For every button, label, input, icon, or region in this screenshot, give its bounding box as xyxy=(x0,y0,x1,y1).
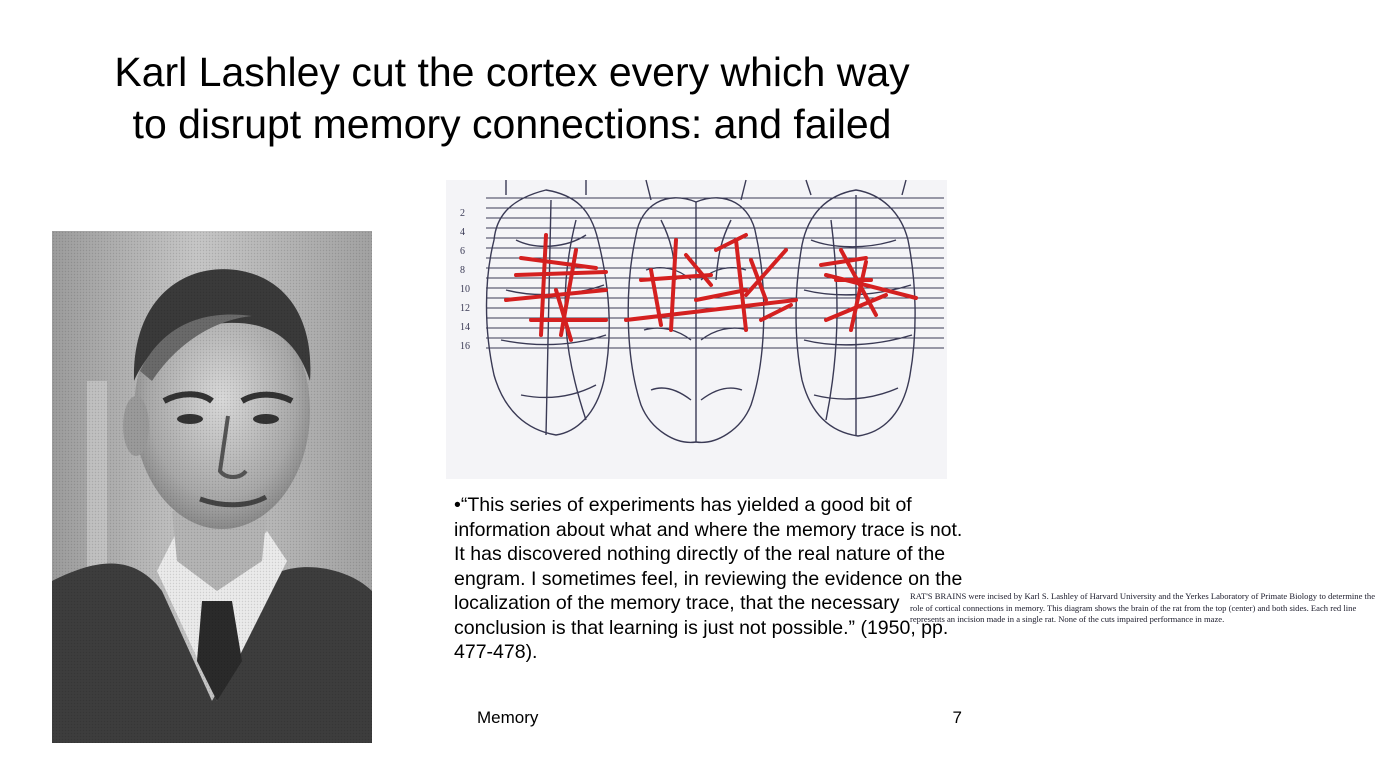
lashley-quote: •“This series of experiments has yielded a good bit of information about what and where the memory trace is not. It has discovered nothing directly of the real nature of the engram. I sometimes feel, in reviewing the evidence on the localization of the memory trace, that the necessary conclusion is that learning is just not possible.” (1950, pp. 477-478). xyxy=(454,494,963,663)
incision-line xyxy=(821,258,866,265)
page-number: 7 xyxy=(952,708,962,727)
title-line-2: to disrupt memory connections: and failed xyxy=(132,101,892,147)
row-label: 8 xyxy=(460,265,465,276)
incision-line xyxy=(516,272,606,275)
incision-line xyxy=(521,258,596,268)
incision-line xyxy=(736,240,746,330)
row-label: 12 xyxy=(460,303,470,314)
row-label: 6 xyxy=(460,246,465,257)
portrait-photo xyxy=(52,231,372,743)
incision-line xyxy=(671,240,676,330)
row-label: 14 xyxy=(460,322,470,333)
incision-line xyxy=(686,255,711,285)
title-line-1: Karl Lashley cut the cortex every which way xyxy=(114,49,910,95)
slide-title xyxy=(40,46,984,150)
row-labels xyxy=(460,208,470,352)
row-label: 16 xyxy=(460,341,470,352)
row-label: 2 xyxy=(460,208,465,219)
row-label: 4 xyxy=(460,227,465,238)
diagram-caption: RAT'S BRAINS were incised by Karl S. Lashley of Harvard University and the Yerkes Laboratory of Primate Biology to determine the role of cortical connections in memory. This diagram shows the brain of the rat from the top (center) and both sides. Each red line represents an incision made in a single rat. None of the cuts impaired performance in maze. xyxy=(910,591,1376,625)
row-label: 10 xyxy=(460,284,470,295)
footer-label: Memory xyxy=(477,708,539,727)
